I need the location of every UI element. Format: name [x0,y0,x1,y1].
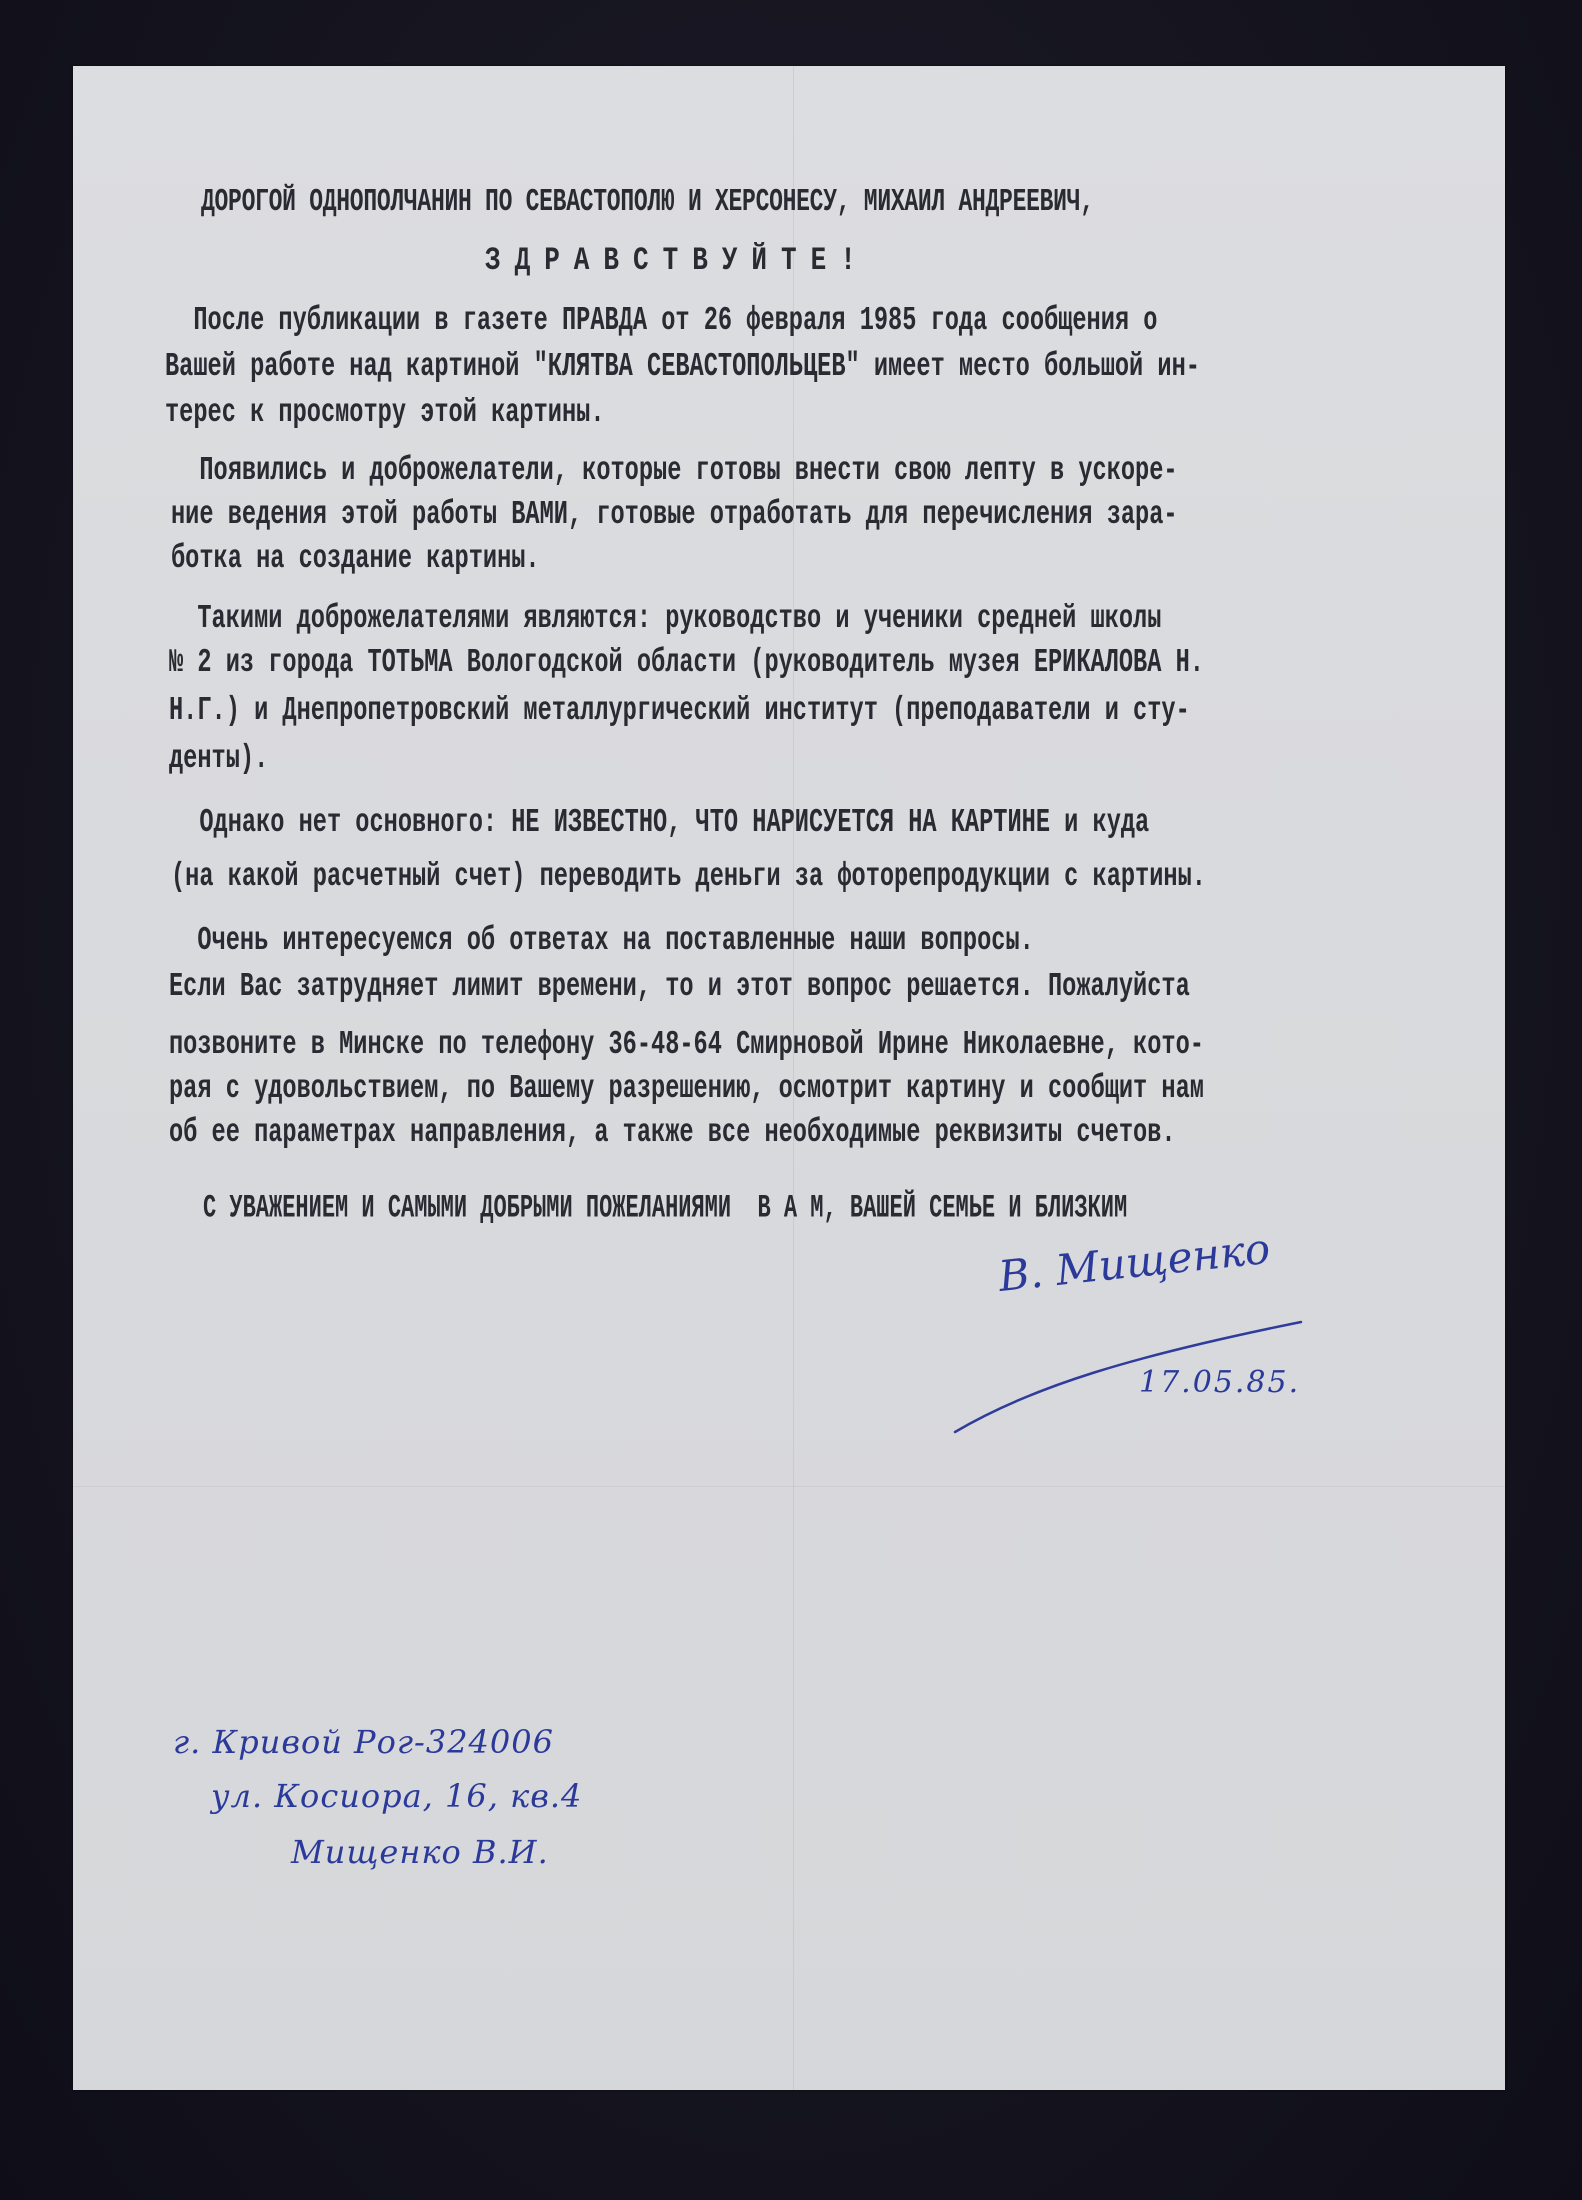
paragraph-2-line-1: Появились и доброжелатели, которые готовы внести свою лепту в ускоре- [171,453,1178,491]
handwritten-date: 17.05.85. [1139,1365,1301,1400]
paragraph-1-line-1: После публикации в газете ПРАВДА от 26 февраля 1985 года сообщения о [165,303,1158,341]
salutation: ДОРОГОЙ ОДНОПОЛЧАНИН ПО СЕВАСТОПОЛЮ И ХЕРСОНЕСУ, МИХАИЛ АНДРЕЕВИЧ, [201,183,1094,220]
paragraph-1-line-3: терес к просмотру этой картины. [165,395,605,433]
paragraph-2-line-3: ботка на создание картины. [171,541,540,579]
paragraph-3-line-1: Такими доброжелателями являются: руководство и ученики средней школы [169,601,1162,639]
letter-sheet [73,66,1505,2090]
closing-line: С УВАЖЕНИЕМ И САМЫМИ ДОБРЫМИ ПОЖЕЛАНИЯМИ В А М, ВАШЕЙ СЕМЬЕ И БЛИЗКИМ [203,1189,1128,1227]
paragraph-3-line-3: Н.Г.) и Днепропетровский металлургический институт (преподаватели и сту- [169,693,1190,731]
return-address-name: Мищенко В.И. [291,1833,549,1871]
greeting: ЗДРАВСТВУЙТЕ! [485,241,870,279]
paragraph-1-line-2: Вашей работе над картиной "КЛЯТВА СЕВАСТОПОЛЬЦЕВ" имеет место большой ин- [165,349,1200,387]
handwritten-signature: В. Мищенко [996,1223,1273,1301]
paragraph-5-line-1: Очень интересуемся об ответах на поставленные наши вопросы. [169,923,1034,961]
paragraph-5-line-3: позвоните в Минске по телефону 36-48-64 Смирновой Ирине Николаевне, кото- [169,1027,1204,1065]
paragraph-5-line-5: об ее параметрах направления, а также все необходимые реквизиты счетов. [169,1115,1176,1153]
paragraph-4-line-2: (на какой расчетный счет) переводить деньги за фоторепродукции с картины. [171,859,1206,897]
return-address-street: ул. Косиора, 16, кв.4 [211,1777,583,1815]
paragraph-2-line-2: ние ведения этой работы ВАМИ, готовые отработать для перечисления зара- [171,497,1178,535]
paragraph-4-line-1: Однако нет основного: НЕ ИЗВЕСТНО, ЧТО НАРИСУЕТСЯ НА КАРТИНЕ и куда [171,805,1150,843]
paragraph-5-line-2: Если Вас затрудняет лимит времени, то и этот вопрос решается. Пожалуйста [169,969,1190,1007]
return-address-city: г. Кривой Рог-324006 [173,1723,554,1761]
paragraph-3-line-4: денты). [169,741,269,779]
paragraph-5-line-4: рая с удовольствием, по Вашему разрешению, осмотрит картину и сообщит нам [169,1071,1204,1109]
paragraph-3-line-2: № 2 из города ТОТЬМА Вологодской области (руководитель музея ЕРИКАЛОВА Н. [169,645,1204,683]
